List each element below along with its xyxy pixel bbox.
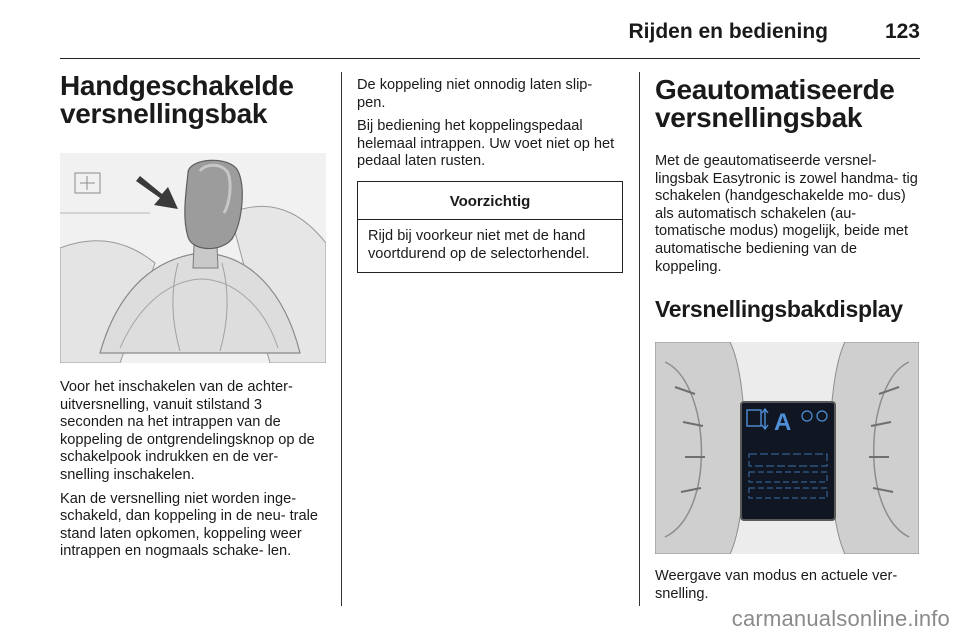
header-rule [60, 58, 920, 59]
paragraph: Met de geautomatiseerde versnel- lingsbak Easytronic is zowel handma- tig schakelen (handgeschakelde mo- dus) als automatisch schakelen (au- tomatische modus) mogelijk, beide met automatische bediening van de koppeling. [655, 153, 918, 275]
watermark: carmanualsonline.info [731, 606, 950, 631]
paragraph: Bij bediening het koppelingspedaal helemaal intrappen. Uw voet niet op het pedaal laten rusten. [357, 118, 615, 170]
gear-lever-illustration [60, 153, 326, 363]
gearbox-display-heading: Versnellingsbakdisplay [655, 296, 903, 323]
section-title: Rijden en bediening [628, 20, 828, 43]
paragraph: Voor het inschakelen van de achter- uitversnelling, vanuit stilstand 3 seconden na het intrappen van de koppeling de ontgrendelingsknop op de schakelpook indrukken en de ver- snelling inschakelen. [60, 379, 315, 483]
caution-title: Voorzichtig [358, 182, 622, 220]
column-automated-gearbox [655, 76, 920, 603]
page-number: 123 [884, 20, 920, 43]
gearbox-display-illustration [655, 342, 919, 554]
column-divider [639, 72, 640, 606]
paragraph: Kan de versnelling niet worden inge- schakeld, dan koppeling in de neu- trale stand laten opkomen, koppeling weer intrappen en nogmaals schake- len. [60, 490, 318, 560]
column-clutch-notes [357, 77, 623, 273]
automated-gearbox-heading: Geautomatiseerde versnellingsbak [655, 74, 895, 133]
display-caption: Weergave van modus en actuele ver- snelling. [655, 568, 898, 602]
page-header [60, 18, 920, 58]
paragraph: De koppeling niet onnodig laten slip- pen. [357, 77, 593, 111]
caution-box [357, 181, 623, 273]
manual-gearbox-heading: Handgeschakelde versnellingsbak [60, 70, 294, 129]
instrument-cluster-image [655, 342, 919, 554]
gear-lever-image [60, 153, 326, 363]
caution-text: Rijd bij voorkeur niet met de hand voortdurend op de selectorhendel. [368, 227, 590, 262]
column-divider [341, 72, 342, 606]
display-gear-letter: A [774, 409, 792, 437]
column-manual-gearbox [60, 72, 326, 561]
